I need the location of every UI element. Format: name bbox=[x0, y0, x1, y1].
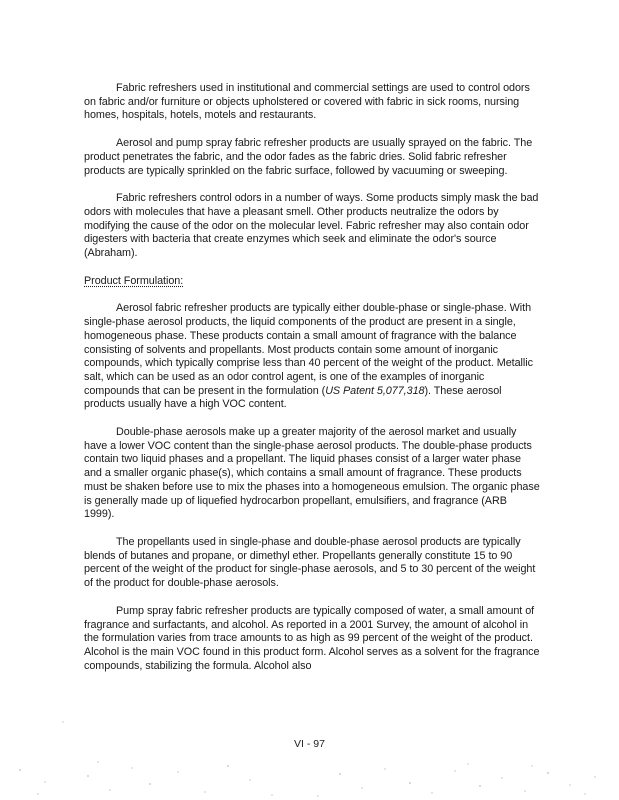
section-heading-product-formulation: Product Formulation: bbox=[84, 274, 184, 287]
paragraph-aerosol-phases bbox=[84, 302, 540, 412]
paragraph-pump-spray: Pump spray fabric refresher products are typically composed of water, a small amount of fragrance and surfactants, and alcohol. As reported in a 2001 Survey, the amount of alcohol in the formulation varies from trace amounts to as high as 99 percent of the weight of the product. Alcohol is the main VOC found in this product form. Alcohol serves as a solvent for the fragrance compounds, stabilizing the formula. Alcohol also bbox=[84, 604, 540, 672]
scan-noise-speckles bbox=[0, 700, 619, 800]
page-number: VI - 97 bbox=[294, 738, 325, 750]
document-body bbox=[84, 82, 540, 687]
paragraph-odor-control: Fabric refreshers control odors in a number of ways. Some products simply mask the bad odors with molecules that have a pleasant smell. Other products neutralize the odors by modifying the cause of the odor on the molecular level. Fabric refresher may also contain odor digesters with bacteria that create enzymes which seek and eliminate the odor's source (Abraham). bbox=[84, 192, 539, 260]
paragraph-double-phase-aerosols: Double-phase aerosols make up a greater majority of the aerosol market and usually have a lower VOC content than the single-phase aerosol products. The double-phase products contain two liquid phases and a propellant. The liquid phases consist of a larger water phase and a smaller organic phase(s), which contains a small amount of fragrance. These products must be shaken before use to mix the phases into a homogeneous emulsion. The organic phase is generally made up of liquefied hydrocarbon propellant, emulsifiers, and fragrance (ARB 1999). bbox=[84, 426, 540, 521]
paragraph-fabric-refresher-settings: Fabric refreshers used in institutional and commercial settings are used to control odors on fabric and/or furniture or objects upholstered or covered with fabric in sick rooms, nursing homes, hospitals, hotels, motels and restaurants. bbox=[84, 82, 530, 122]
aerosol-text-after-citation: ). These aerosol products usually have a high VOC content. bbox=[84, 384, 502, 411]
aerosol-text-before-citation: Aerosol fabric refresher products are typically either double-phase or single-phase. With single-phase aerosol products, the liquid components of the product are present in a single, homogeneous phase. These products contain a small amount of fragrance with the balance consisting of solvents and propellants. Most products contain some amount of inorganic compounds, which typically comprise less than 40 percent of the weight of the product. Metallic salt, which can be used as an odor control agent, is one of the examples of inorganic compounds that can be present in the formulation ( bbox=[84, 302, 533, 397]
patent-citation: US Patent 5,077,318 bbox=[325, 384, 425, 397]
paragraph-application-methods: Aerosol and pump spray fabric refresher products are usually sprayed on the fabric. The product penetrates the fabric, and the odor fades as the fabric dries. Solid fabric refresher products are typically sprinkled on the fabric surface, followed by vacuuming or sweeping. bbox=[84, 137, 533, 177]
paragraph-propellants: The propellants used in single-phase and double-phase aerosol products are typically blends of butanes and propane, or dimethyl ether. Propellants generally constitute 15 to 90 percent of the weight of the product for single-phase aerosols, and 5 to 30 percent of the weight of the product for double-phase aerosols. bbox=[84, 535, 536, 590]
